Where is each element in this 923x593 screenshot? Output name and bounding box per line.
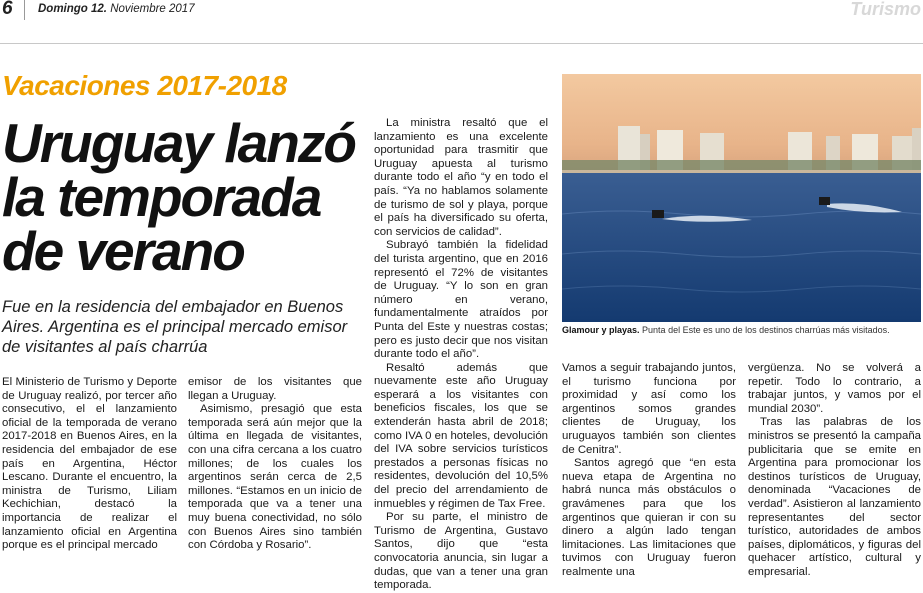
body-column-3	[374, 117, 548, 593]
paragraph: La ministra resaltó que el lanzamiento es una excelente oportunidad para trasmitir que Uruguay apuesta al turismo durante todo el año “y en todo el país. “Ya no hablamos solamente de turismo de sol y playa, porque el país ha diversificado su oferta, con servicios de calidad”.	[374, 117, 548, 238]
body-column-4	[562, 362, 736, 580]
article-deck: Fue en la residencia del embajador en Buenos Aires. Argentina es el principal mercado emisor de visitantes al país charrúa	[2, 298, 348, 356]
dateline	[38, 3, 195, 15]
date-rest: Noviembre 2017	[107, 3, 195, 15]
paragraph: emisor de los visitantes que llegan a Uruguay.	[188, 376, 362, 402]
body-column-2	[188, 376, 362, 553]
body-column-1	[2, 376, 177, 553]
article-headline: Uruguay lanzó la temporada de verano	[2, 112, 355, 282]
section-name: Turismo	[850, 0, 921, 19]
caption-lead: Glamour y playas.	[562, 325, 640, 335]
punta-del-este-image	[562, 74, 921, 322]
photo-caption	[562, 325, 921, 335]
page-number: 6	[2, 0, 13, 19]
paragraph: Asimismo, presagió que esta temporada será aún mejor que la última en llegada de visitantes, con una cifra cercana a los cuatro millones; de los cuales los argentinos serán cerca de 2,5 millones. “Estamos en un inicio de temporada que va a tener una muy buena conectividad, no sólo con Buenos Aires sino también con Córdoba y Rosario”.	[188, 403, 362, 552]
caption-text: Punta del Este es uno de los destinos charrúas más visitados.	[639, 325, 890, 335]
beach-photo	[562, 74, 921, 322]
paragraph: El Ministerio de Turismo y Deporte de Uruguay realizó, por tercer año consecutivo, el el lanzamiento oficial de la temporada de verano 2017-2018 en Buenos Aires, en la residencia del embajador de ese país en Argentina, Héctor Lescano. Durante el encuentro, la ministra de Turismo, Liliam Kechichian, destacó la importancia de realizar el lanzamiento oficial en Argentina porque es el principal mercado	[2, 376, 177, 552]
paragraph: Por su parte, el ministro de Turismo de Argentina, Gustavo Santos, dijo que “esta convocatoria anuncia, sin lugar a dudas, que van a tener una gran temporada.	[374, 511, 548, 592]
paragraph: Tras las palabras de los ministros se presentó la campaña publicitaria que se emite en Argentina para promocionar los destinos turísticos de Uruguay, denominada “Vacaciones de verdad”. Asistieron al lanzamiento representantes del sector turístico, autoridades de ambos países, diplomáticos, y figuras del quehacer artístico, cultural y empresarial.	[748, 416, 921, 578]
paragraph: Santos agregó que “en esta nueva etapa de Argentina no habrá nunca más obstáculos o gravámenes para que los argentinos que quieran ir con su dinero a algún lado tengan limitaciones. Las limitaciones que tuvimos con Uruguay fueron realmente una	[562, 457, 736, 578]
header-divider	[24, 0, 25, 20]
paragraph: Subrayó también la fidelidad del turista argentino, que en 2016 representó el 72% de visitantes de Uruguay. “Y lo son en gran número en verano, fundamentalmente atraídos por Punta del Este y nuestras costas; pero es justo decir que nos visitan durante todo el año”.	[374, 239, 548, 361]
body-column-5	[748, 362, 921, 580]
article-kicker: Vacaciones 2017-2018	[2, 70, 287, 101]
paragraph: Resaltó además que nuevamente este año Uruguay esperará a los visitantes con beneficios fiscales, los que se extenderán hasta abril de 2018; como IVA 0 en hoteles, devolución del IVA sobre servicios turísticos prestados a personas físicas no residentes, devolución del 10,5% del precio del arrendamiento de inmuebles y régimen de Tax Free.	[374, 361, 548, 510]
paragraph: vergüenza. No se volverá a repetir. Todo lo contrario, a trabajar juntos, y vamos por el mundial 2030”.	[748, 362, 921, 415]
paragraph: Vamos a seguir trabajando juntos, el turismo funciona por proximidad y así como los argentinos somos grandes clientes de Uruguay, los uruguayos también son clientes de Cenitra”.	[562, 362, 736, 456]
date-day: Domingo 12.	[38, 3, 108, 15]
header-rule	[0, 43, 923, 44]
